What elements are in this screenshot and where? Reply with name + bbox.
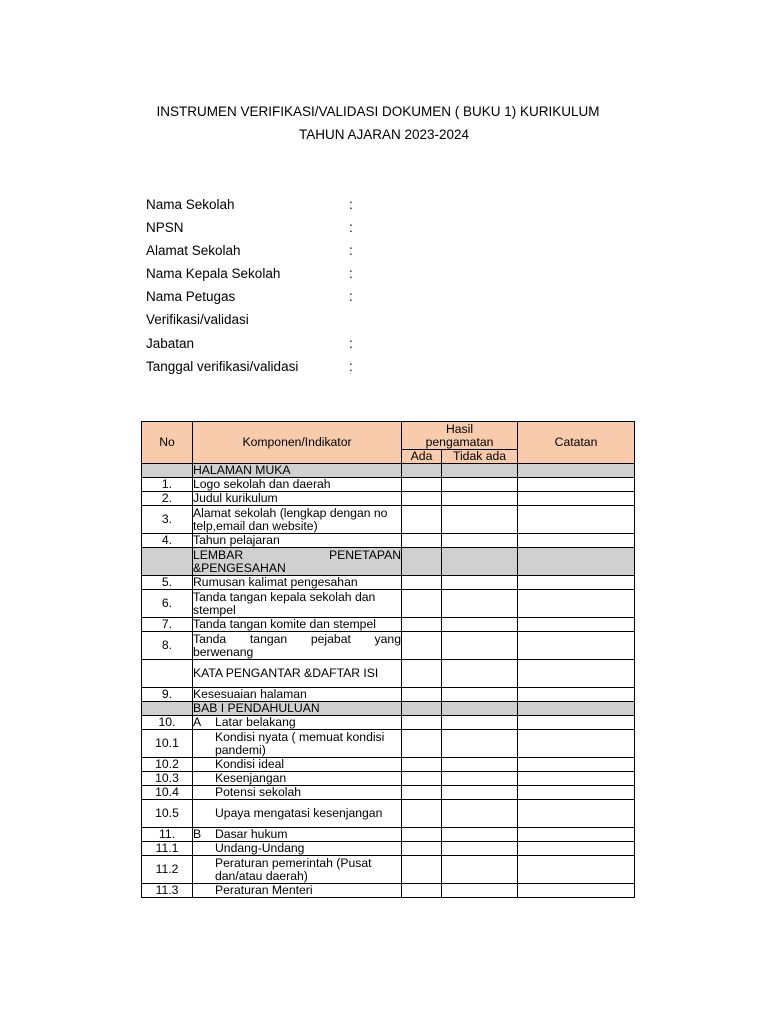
- table-row: [142, 492, 635, 506]
- cell-catatan: [518, 590, 635, 618]
- cell-catatan: [518, 688, 635, 702]
- cell-ada: [402, 856, 442, 884]
- row-component: Logo sekolah dan daerah: [193, 478, 402, 492]
- row-component: Kesesuaian halaman: [193, 688, 402, 702]
- row-text: Undang-Undang: [215, 841, 305, 855]
- info-label: Nama Petugas: [146, 289, 236, 305]
- cell-catatan: [518, 842, 635, 856]
- cell-catatan: [518, 534, 635, 548]
- cell-catatan: [518, 856, 635, 884]
- row-no: 7.: [142, 618, 193, 632]
- cell-ada: [402, 702, 442, 716]
- row-component: Judul kurikulum: [193, 492, 402, 506]
- cell-ada: [402, 464, 442, 478]
- cell-tidak-ada: [442, 842, 518, 856]
- row-component: BAB I PENDAHULUAN: [193, 702, 402, 716]
- info-label: NPSN: [146, 220, 184, 236]
- cell-tidak-ada: [442, 590, 518, 618]
- cell-ada: [402, 716, 442, 730]
- row-component: Tahun pelajaran: [193, 534, 402, 548]
- cell-ada: [402, 828, 442, 842]
- row-no: 10.5: [142, 800, 193, 828]
- table-row: [142, 702, 635, 716]
- cell-catatan: [518, 576, 635, 590]
- table-row: [142, 884, 635, 898]
- info-colon: :: [349, 358, 353, 374]
- row-no: [142, 464, 193, 478]
- cell-tidak-ada: [442, 576, 518, 590]
- row-component: [193, 856, 402, 884]
- info-colon: :: [349, 289, 353, 305]
- cell-ada: [402, 884, 442, 898]
- cell-ada: [402, 688, 442, 702]
- table-row: [142, 786, 635, 800]
- table-row: [142, 842, 635, 856]
- row-no: 6.: [142, 590, 193, 618]
- row-no: 10.3: [142, 772, 193, 786]
- cell-catatan: [518, 884, 635, 898]
- cell-catatan: [518, 632, 635, 660]
- info-colon: :: [349, 220, 353, 236]
- cell-tidak-ada: [442, 464, 518, 478]
- cell-tidak-ada: [442, 632, 518, 660]
- row-component: Alamat sekolah (lengkap dengan no telp,email dan website): [193, 506, 402, 534]
- cell-ada: [402, 492, 442, 506]
- info-colon: :: [349, 197, 353, 212]
- cell-ada: [402, 534, 442, 548]
- row-no: [142, 702, 193, 716]
- row-component: [193, 842, 402, 856]
- row-no: 10.1: [142, 730, 193, 758]
- table-row: [142, 828, 635, 842]
- cell-ada: [402, 842, 442, 856]
- document-title: INSTRUMEN VERIFIKASI/VALIDASI DOKUMEN ( BUKU 1) KURIKULUM: [156, 104, 600, 119]
- cell-tidak-ada: [442, 884, 518, 898]
- header-komponen: Komponen/Indikator: [193, 422, 402, 464]
- header-ada: Ada: [402, 450, 442, 464]
- cell-catatan: [518, 492, 635, 506]
- info-colon: :: [349, 243, 353, 259]
- cell-tidak-ada: [442, 506, 518, 534]
- table-row: [142, 730, 635, 758]
- cell-tidak-ada: [442, 492, 518, 506]
- table-row: [142, 506, 635, 534]
- row-text: Potensi sekolah: [215, 785, 302, 799]
- cell-catatan: [518, 660, 635, 688]
- table-row: [142, 576, 635, 590]
- cell-ada: [402, 632, 442, 660]
- table-row: [142, 464, 635, 478]
- row-no: 11.1: [142, 842, 193, 856]
- row-component: [193, 730, 402, 758]
- cell-catatan: [518, 828, 635, 842]
- row-component: [193, 828, 402, 842]
- cell-ada: [402, 786, 442, 800]
- document-subtitle: TAHUN AJARAN 2023-2024: [298, 127, 470, 142]
- cell-catatan: [518, 758, 635, 772]
- info-label: Verifikasi/validasi: [146, 312, 249, 328]
- row-no: 5.: [142, 576, 193, 590]
- row-component: LEMBAR PENETAPAN &PENGESAHAN: [193, 547, 401, 575]
- cell-ada: [402, 772, 442, 786]
- info-label: Tanggal verifikasi/validasi: [146, 358, 299, 374]
- cell-catatan: [518, 772, 635, 786]
- table-row: [142, 660, 635, 688]
- row-no: 10.2: [142, 758, 193, 772]
- table-row: [142, 716, 635, 730]
- table-row: [142, 856, 635, 884]
- header-catatan: Catatan: [518, 422, 635, 464]
- row-no: 10.: [142, 716, 193, 730]
- cell-tidak-ada: [442, 828, 518, 842]
- header-hasil-pengamatan: [402, 422, 518, 450]
- cell-tidak-ada: [442, 548, 518, 576]
- cell-tidak-ada: [442, 660, 518, 688]
- cell-catatan: [518, 548, 635, 576]
- cell-tidak-ada: [442, 478, 518, 492]
- row-component: Tanda tangan komite dan stempel: [193, 618, 402, 632]
- row-no: [142, 548, 193, 576]
- row-text: Kondisi ideal: [215, 757, 285, 771]
- cell-catatan: [518, 800, 635, 828]
- row-text: Peraturan pemerintah (Pusat dan/atau daerah): [215, 855, 372, 883]
- row-no: 2.: [142, 492, 193, 506]
- cell-catatan: [518, 506, 635, 534]
- info-label: Nama Sekolah: [146, 197, 235, 212]
- cell-ada: [402, 618, 442, 632]
- cell-tidak-ada: [442, 856, 518, 884]
- row-text: Upaya mengatasi kesenjangan: [215, 806, 383, 820]
- cell-tidak-ada: [442, 702, 518, 716]
- cell-ada: [402, 478, 442, 492]
- table-row: [142, 618, 635, 632]
- row-no: 11.2: [142, 856, 193, 884]
- table-row: [142, 478, 635, 492]
- info-colon: :: [349, 266, 353, 282]
- row-component: [193, 786, 402, 800]
- row-text: Latar belakang: [215, 715, 296, 729]
- info-colon: :: [349, 335, 353, 351]
- cell-ada: [402, 590, 442, 618]
- table-row: [142, 548, 635, 576]
- row-component: Tanda tangan pejabat yang berwenang: [193, 631, 401, 659]
- row-component: [193, 800, 402, 828]
- info-label: Alamat Sekolah: [146, 243, 241, 259]
- cell-ada: [402, 758, 442, 772]
- row-component: KATA PENGANTAR &DAFTAR ISI: [193, 660, 402, 688]
- row-component: [193, 884, 402, 898]
- row-no: 11.: [142, 828, 193, 842]
- cell-ada: [402, 730, 442, 758]
- cell-catatan: [518, 786, 635, 800]
- cell-ada: [402, 660, 442, 688]
- info-label: Nama Kepala Sekolah: [146, 266, 281, 282]
- header-hasil-line1: Hasil: [445, 421, 474, 436]
- row-component: [193, 772, 402, 786]
- cell-tidak-ada: [442, 772, 518, 786]
- cell-catatan: [518, 618, 635, 632]
- row-text: Peraturan Menteri: [215, 883, 313, 897]
- row-no: 3.: [142, 506, 193, 534]
- table-row: [142, 590, 635, 618]
- row-text: Dasar hukum: [215, 827, 288, 841]
- cell-tidak-ada: [442, 688, 518, 702]
- cell-ada: [402, 576, 442, 590]
- cell-ada: [402, 506, 442, 534]
- row-no: 11.3: [142, 884, 193, 898]
- table-row: [142, 772, 635, 786]
- cell-catatan: [518, 464, 635, 478]
- row-letter: A: [193, 715, 202, 729]
- cell-catatan: [518, 702, 635, 716]
- row-no: 8.: [142, 632, 193, 660]
- row-component: Rumusan kalimat pengesahan: [193, 576, 402, 590]
- table-row: [142, 758, 635, 772]
- row-text: Kondisi nyata ( memuat kondisi pandemi): [215, 729, 385, 757]
- info-label: Jabatan: [146, 335, 195, 351]
- table-row: [142, 688, 635, 702]
- cell-tidak-ada: [442, 786, 518, 800]
- row-letter: B: [193, 827, 202, 841]
- cell-catatan: [518, 730, 635, 758]
- cell-tidak-ada: [442, 758, 518, 772]
- cell-tidak-ada: [442, 618, 518, 632]
- row-component: Tanda tangan kepala sekolah dan stempel: [193, 590, 402, 618]
- verification-table: [141, 421, 635, 898]
- cell-ada: [402, 800, 442, 828]
- table-row: [142, 534, 635, 548]
- table-row: [142, 632, 635, 660]
- row-no: 1.: [142, 478, 193, 492]
- row-component: [193, 758, 402, 772]
- row-no: [142, 660, 193, 688]
- header-tidak-ada: Tidak ada: [442, 450, 518, 464]
- header-hasil-line2: pengamatan: [425, 434, 494, 449]
- cell-catatan: [518, 478, 635, 492]
- row-no: 10.4: [142, 786, 193, 800]
- table-row: [142, 800, 635, 828]
- row-no: 9.: [142, 688, 193, 702]
- header-no: No: [142, 422, 193, 464]
- row-text: Kesenjangan: [215, 771, 287, 785]
- row-no: 4.: [142, 534, 193, 548]
- cell-tidak-ada: [442, 730, 518, 758]
- cell-tidak-ada: [442, 800, 518, 828]
- row-component: HALAMAN MUKA: [193, 464, 402, 478]
- cell-ada: [402, 548, 442, 576]
- cell-tidak-ada: [442, 534, 518, 548]
- cell-catatan: [518, 716, 635, 730]
- cell-tidak-ada: [442, 716, 518, 730]
- row-component: [193, 716, 402, 730]
